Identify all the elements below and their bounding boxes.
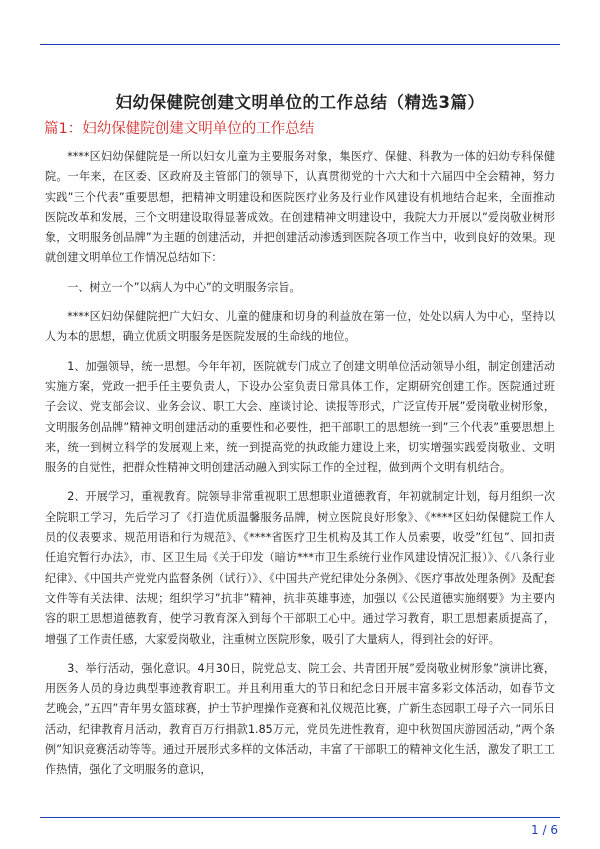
header-rule	[40, 44, 560, 45]
paragraph-leadership: 1、加强领导，统一思想。今年年初，医院就专门成立了创建文明单位活动领导小组，制定创建活动实施方案，党政一把手任主要负责人，下设办公室负责日常具体工作，定期研究创建工作。医院通过班子会议、党支部会议、业务会议、职工大会、座谈讨论、读报等形式，广泛宣传开展”爱岗敬业树形象，文明服务创品牌”精神文明创建活动的重要性和必要性，把干部职工的思想统一到”三个代表”重要思想上来，统一到树立科学的发展观上来，统一到提高党的执政能力建设上来，切实增强实践爱岗敬业、文明服务的自觉性，把群众性精神文明创建活动融入到实际工作的全过程，做到两个文明有机结合。	[45, 359, 555, 475]
section-heading: 篇1：妇幼保健院创建文明单位的工作总结	[44, 121, 315, 137]
paragraph-intro: ****区妇幼保健院是一所以妇女儿童为主要服务对象，集医疗、保健、科教为一体的妇幼专科保健院。一年来，在区委、区政府及主管部门的领导下，认真贯彻党的十六大和十六届四中全会精神，努力实践”三个代表”重要思想，把精神文明建设和医院医疗业务及行业作风建设有机地结合起来，全面推动医院改革和发展，三个文明建设取得显著成效。在创建精神文明建设中，我院大力开展以”爱岗敬业树形象，文明服务创品牌”为主题的创建活动，并把创建活动渗透到医院各项工作当中，收到良好的效果。现就创建文明单位工作情况总结如下：	[45, 150, 555, 265]
document-title: 妇幼保健院创建文明单位的工作总结（精选3篇）	[115, 93, 485, 113]
paragraph-education: 2、开展学习，重视教育。院领导非常重视职工思想职业道德教育，年初就制定计划，每月组织一次全院职工学习，先后学习了《打造优质温馨服务品牌，树立医院良好形象》、《****区妇幼保健院工作人员的仪表要求、规范用语和行为规范》、《****省医疗卫生机构及其工作人员索要，收受”红包”、回扣责任追究暂行办法》，市、区卫生局《关于印发（暗访***市卫生系统行业作风建设情况汇报）》、《八条行业纪律》、《中国共产党党内监督条例（试行）》、《中国共产党纪律处分条例》、《医疗事故处理条例》及配套文件等有关法律、法规；组织学习”抗非”精神，抗非英雄事迹，加强以《公民道德实施纲要》为主要内容的职工思想道德教育，使学习教育深入到每个干部职工心中。通过学习教育，职工思想素质提高了，增强了工作责任感，大家爱岗敬业，注重树立医院形象，吸引了大量病人，得到社会的好评。	[45, 490, 555, 646]
paragraph-patient-centered: ****区妇幼保健院把广大妇女、儿童的健康和切身的利益放在第一位，处处以病人为中心，坚持以人为本的思想，确立优质文明服务是医院发展的生命线的地位。	[45, 310, 555, 344]
page-indicator: 1 / 6	[531, 823, 558, 837]
paragraph-activities: 3、举行活动，强化意识。4月30日，院党总支、院工会、共青团开展”爱岗敬业树形象”演讲比赛，用医务人员的身边典型事迹教育职工。并且利用重大的节日和纪念日开展丰富多彩文体活动，如春节文艺晚会，”五四”青年男女篮球赛，护士节护理操作竞赛和礼仪规范比赛，广新生态园职工母子六一同乐日活动，纪律教育月活动，教育百万行捐款1.85万元，党员先进性教育，迎中秋贺国庆游园活动，”两个条例”知识竞赛活动等等。通过开展形式多样的文体活动，丰富了干部职工的精神文化生活，激发了职工工作热情，强化了文明服务的意识，	[45, 661, 555, 777]
document-body	[45, 147, 555, 790]
footer-rule	[40, 817, 560, 818]
paragraph-subheading-1: 一、树立一个”以病人为中心”的文明服务宗旨。	[67, 280, 301, 294]
